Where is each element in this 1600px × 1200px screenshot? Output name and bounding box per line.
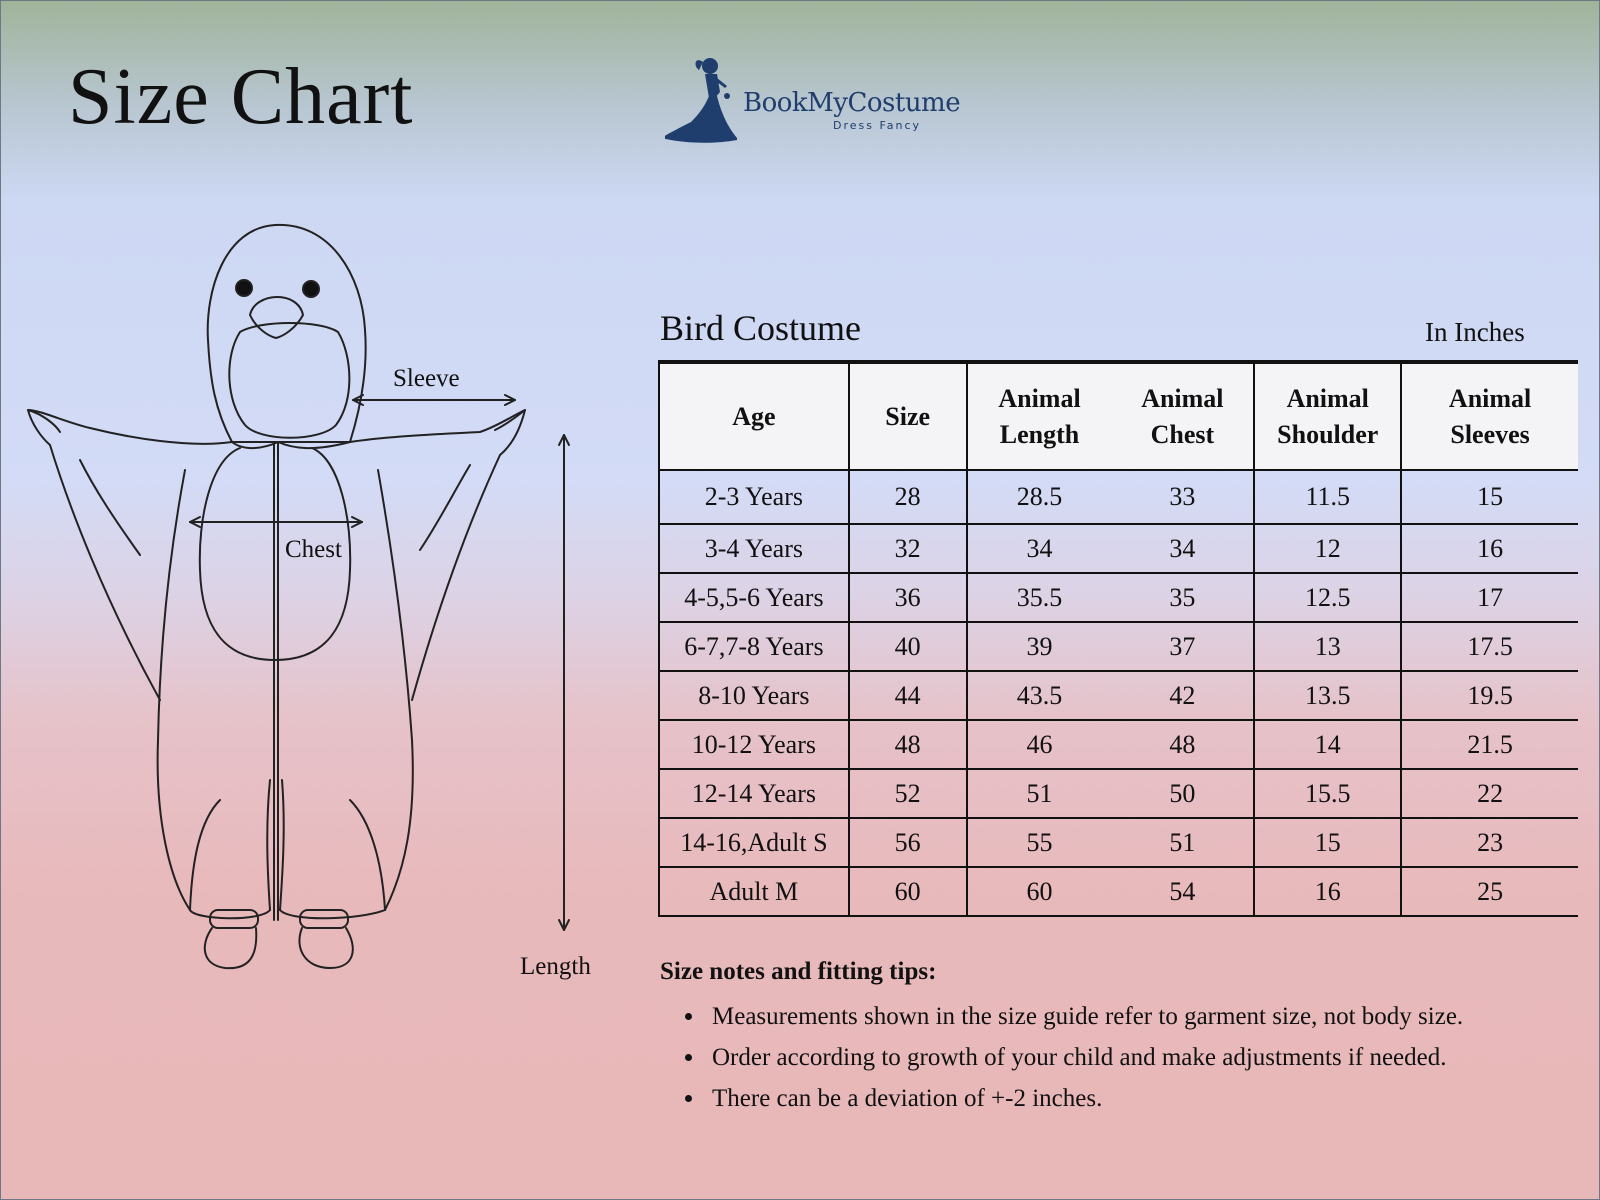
cell-animal-sleeves: 23 — [1401, 818, 1578, 867]
brand-name: BookMyCostume — [743, 88, 961, 118]
cell-animal-chest: 48 — [1111, 720, 1254, 769]
cell-animal-shoulder: 12 — [1254, 524, 1401, 573]
header-animal-shoulder: Animal Shoulder — [1254, 362, 1401, 470]
cell-animal-length: 35.5 — [967, 573, 1112, 622]
header-size: Size — [849, 362, 967, 470]
header-animal-length: Animal Length — [967, 362, 1112, 470]
cell-size: 52 — [849, 769, 967, 818]
table-title: Bird Costume — [660, 308, 862, 348]
note-item: • Measurements shown in the size guide refer to garment size, not body size. — [706, 996, 1600, 1037]
cell-age: 14-16,Adult S — [659, 818, 849, 867]
note-item: • Order according to growth of your child and make adjustments if needed. — [706, 1037, 1600, 1078]
cell-age: 12-14 Years — [659, 769, 849, 818]
cell-animal-length: 60 — [967, 867, 1112, 916]
table-row — [659, 720, 1578, 769]
cell-animal-shoulder: 13 — [1254, 622, 1401, 671]
cell-animal-shoulder: 15.5 — [1254, 769, 1401, 818]
table-row — [659, 622, 1578, 671]
cell-age: 4-5,5-6 Years — [659, 573, 849, 622]
units-label: In Inches — [1425, 317, 1525, 347]
cell-animal-length: 34 — [967, 524, 1112, 573]
cell-size: 32 — [849, 524, 967, 573]
chest-label: Chest — [285, 536, 342, 563]
length-label: Length — [520, 953, 591, 980]
sleeve-label: Sleeve — [393, 365, 460, 392]
cell-age: 2-3 Years — [659, 470, 849, 524]
cell-size: 36 — [849, 573, 967, 622]
cell-animal-length: 28.5 — [967, 470, 1112, 524]
cell-animal-length: 46 — [967, 720, 1112, 769]
cell-animal-shoulder: 13.5 — [1254, 671, 1401, 720]
cell-age: 3-4 Years — [659, 524, 849, 573]
size-table — [658, 360, 1578, 917]
cell-age: 10-12 Years — [659, 720, 849, 769]
cell-animal-chest: 54 — [1111, 867, 1254, 916]
cell-age: Adult M — [659, 867, 849, 916]
table-row — [659, 470, 1578, 524]
cell-animal-chest: 35 — [1111, 573, 1254, 622]
cell-animal-length: 39 — [967, 622, 1112, 671]
table-row — [659, 524, 1578, 573]
cell-animal-shoulder: 16 — [1254, 867, 1401, 916]
table-row — [659, 867, 1578, 916]
cell-animal-sleeves: 19.5 — [1401, 671, 1578, 720]
cell-animal-sleeves: 25 — [1401, 867, 1578, 916]
cell-size: 40 — [849, 622, 967, 671]
cell-animal-sleeves: 17 — [1401, 573, 1578, 622]
table-header-row — [659, 362, 1578, 470]
cell-animal-sleeves: 22 — [1401, 769, 1578, 818]
cell-animal-length: 43.5 — [967, 671, 1112, 720]
cell-animal-sleeves: 16 — [1401, 524, 1578, 573]
cell-animal-shoulder: 11.5 — [1254, 470, 1401, 524]
cell-size: 44 — [849, 671, 967, 720]
page-title: Size Chart — [68, 53, 414, 141]
cell-animal-shoulder: 12.5 — [1254, 573, 1401, 622]
header-animal-sleeves: Animal Sleeves — [1401, 362, 1578, 470]
cell-size: 48 — [849, 720, 967, 769]
costume-illustration — [20, 220, 620, 1000]
cell-animal-shoulder: 15 — [1254, 818, 1401, 867]
bird-costume-outline-icon — [20, 220, 620, 1000]
notes-list — [680, 996, 1600, 1119]
cell-animal-length: 51 — [967, 769, 1112, 818]
cell-animal-chest: 33 — [1111, 470, 1254, 524]
note-item: • There can be a deviation of +-2 inches. — [706, 1078, 1600, 1119]
cell-animal-length: 55 — [967, 818, 1112, 867]
cell-age: 8-10 Years — [659, 671, 849, 720]
cell-animal-shoulder: 14 — [1254, 720, 1401, 769]
table-row — [659, 671, 1578, 720]
header-animal-chest: Animal Chest — [1111, 362, 1254, 470]
cell-animal-chest: 37 — [1111, 622, 1254, 671]
header-age: Age — [659, 362, 849, 470]
cell-animal-sleeves: 21.5 — [1401, 720, 1578, 769]
table-row — [659, 818, 1578, 867]
cell-size: 28 — [849, 470, 967, 524]
cell-animal-sleeves: 17.5 — [1401, 622, 1578, 671]
cell-size: 56 — [849, 818, 967, 867]
brand-tagline: Dress Fancy — [833, 119, 922, 132]
notes-title: Size notes and fitting tips: — [660, 958, 937, 985]
table-row — [659, 573, 1578, 622]
brand-logo — [665, 52, 961, 147]
cell-animal-sleeves: 15 — [1401, 470, 1578, 524]
cell-animal-chest: 42 — [1111, 671, 1254, 720]
lady-silhouette-icon — [665, 52, 745, 147]
table-row — [659, 769, 1578, 818]
cell-animal-chest: 51 — [1111, 818, 1254, 867]
cell-size: 60 — [849, 867, 967, 916]
cell-animal-chest: 50 — [1111, 769, 1254, 818]
cell-animal-chest: 34 — [1111, 524, 1254, 573]
cell-age: 6-7,7-8 Years — [659, 622, 849, 671]
